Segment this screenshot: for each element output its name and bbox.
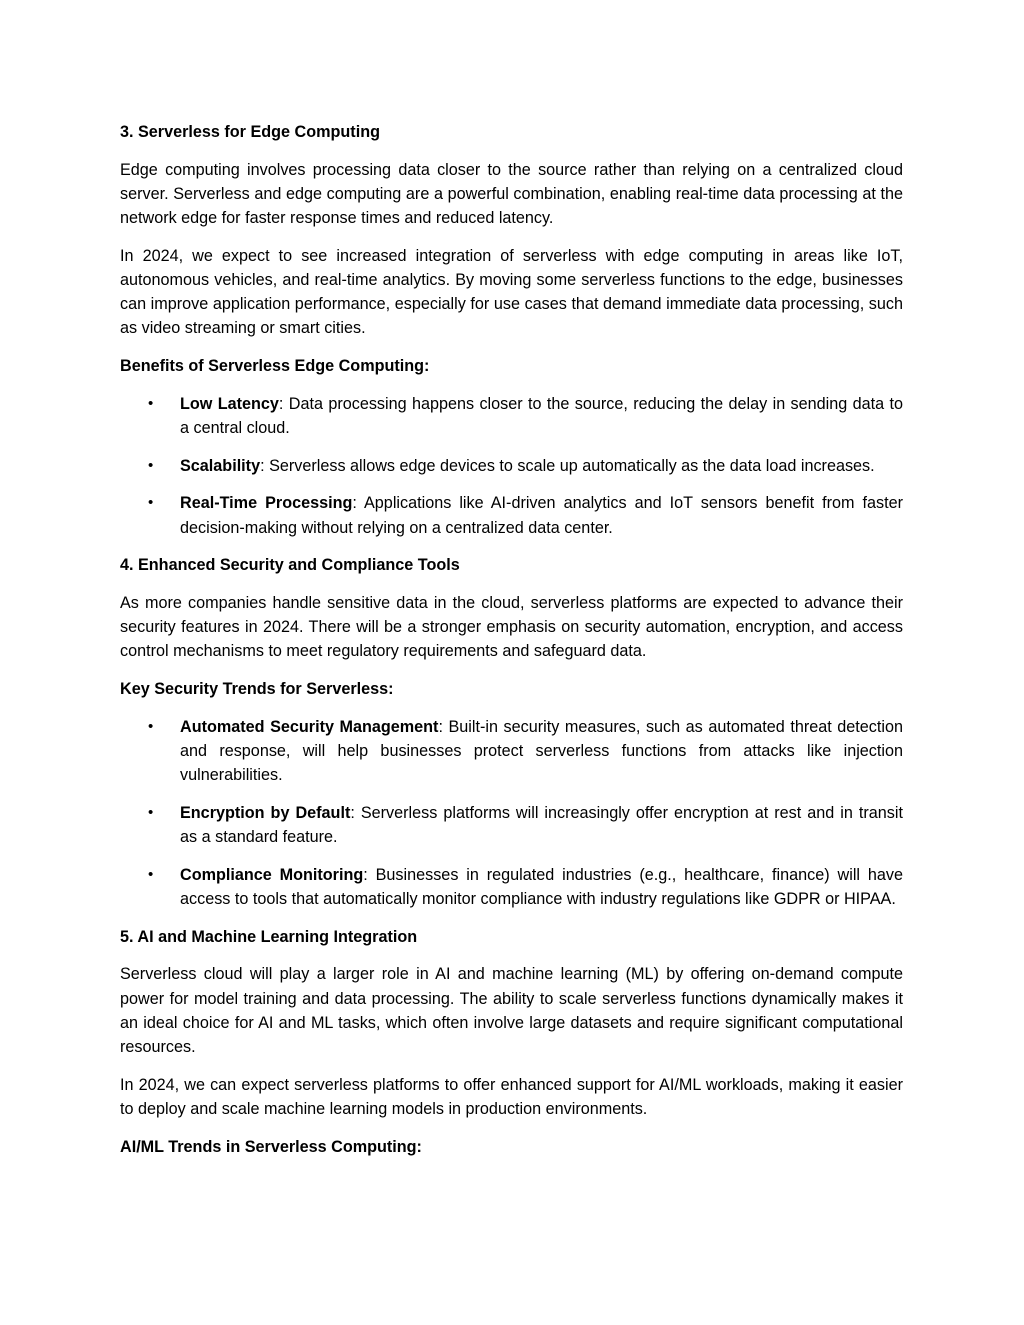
bullet-icon: • bbox=[148, 494, 154, 512]
list-item bbox=[120, 491, 903, 539]
section-heading: 3. Serverless for Edge Computing bbox=[120, 123, 380, 141]
list-item bbox=[120, 863, 903, 911]
bullet-icon: • bbox=[148, 394, 154, 412]
bullet-text: : Built-in security measures, such as automated threat detection and response, will help businesses protect serverless functions from attacks like injection vulnerabilities. bbox=[180, 717, 903, 785]
bullet-term: Compliance Monitoring bbox=[180, 865, 364, 884]
bullet-term: Scalability bbox=[180, 456, 261, 475]
section-security bbox=[120, 553, 903, 911]
list-item bbox=[120, 454, 903, 478]
subheading: Benefits of Serverless Edge Computing: bbox=[120, 357, 430, 376]
section-heading: 4. Enhanced Security and Compliance Tools bbox=[120, 556, 460, 575]
bullet-icon: • bbox=[148, 456, 154, 474]
bullet-text: : Applications like AI-driven analytics and IoT sensors benefit from faster decision-making without relying on a centralized data center. bbox=[180, 494, 903, 537]
bullet-icon: • bbox=[148, 717, 154, 735]
bullet-text: : Serverless platforms will increasingly offer encryption at rest and in transit as a standard feature. bbox=[180, 803, 903, 847]
bullet-term: Real-Time Processing bbox=[180, 494, 353, 513]
paragraph: In 2024, we can expect serverless platforms to offer enhanced support for AI/ML workloads, making it easier to deploy and scale machine learning models in production environments. bbox=[120, 1075, 903, 1118]
paragraph: In 2024, we expect to see increased integration of serverless with edge computing in areas like IoT, autonomous vehicles, and real-time analytics. By moving some serverless functions to the edge, businesses can improve application performance, especially for use cases that demand immediate data processing, such as video streaming or smart cities. bbox=[120, 246, 903, 338]
list-item bbox=[120, 801, 903, 849]
subheading: AI/ML Trends in Serverless Computing: bbox=[120, 1137, 422, 1156]
bullet-icon: • bbox=[148, 803, 154, 821]
bullet-list bbox=[120, 392, 903, 540]
bullet-icon: • bbox=[148, 865, 154, 883]
paragraph: As more companies handle sensitive data in the cloud, serverless platforms are expected to advance their security features in 2024. There will be a stronger emphasis on security automation, encryption, and access control mechanisms to meet regulatory requirements and safeguard data. bbox=[120, 594, 903, 661]
bullet-text: : Businesses in regulated industries (e.g., healthcare, finance) will have access to tools that automatically monitor compliance with industry regulations like GDPR or HIPAA. bbox=[180, 865, 903, 909]
bullet-term: Low Latency bbox=[180, 394, 279, 413]
bullet-term: Encryption by Default bbox=[180, 803, 351, 822]
document-page bbox=[120, 120, 903, 1172]
paragraph: Serverless cloud will play a larger role in AI and machine learning (ML) by offering on-demand compute power for model training and data processing. The ability to scale serverless functions dynamically makes it an ideal choice for AI and ML tasks, which often involve large datasets and require significant computational resources. bbox=[120, 965, 903, 1057]
bullet-term: Automated Security Management bbox=[180, 717, 439, 736]
list-item bbox=[120, 392, 903, 440]
paragraph: Edge computing involves processing data closer to the source rather than relying on a centralized cloud server. Serverless and edge computing are a powerful combination, enabling real-time data processing at the network edge for faster response times and reduced latency. bbox=[120, 160, 903, 228]
bullet-text: : Serverless allows edge devices to scale up automatically as the data load increases. bbox=[260, 456, 875, 475]
list-item bbox=[120, 715, 903, 788]
section-ai-ml bbox=[120, 925, 903, 1159]
bullet-text: : Data processing happens closer to the source, reducing the delay in sending data to a central cloud. bbox=[180, 394, 904, 438]
section-edge-computing bbox=[120, 120, 903, 540]
bullet-list bbox=[120, 715, 903, 911]
section-heading: 5. AI and Machine Learning Integration bbox=[120, 927, 418, 946]
subheading: Key Security Trends for Serverless: bbox=[120, 680, 394, 699]
